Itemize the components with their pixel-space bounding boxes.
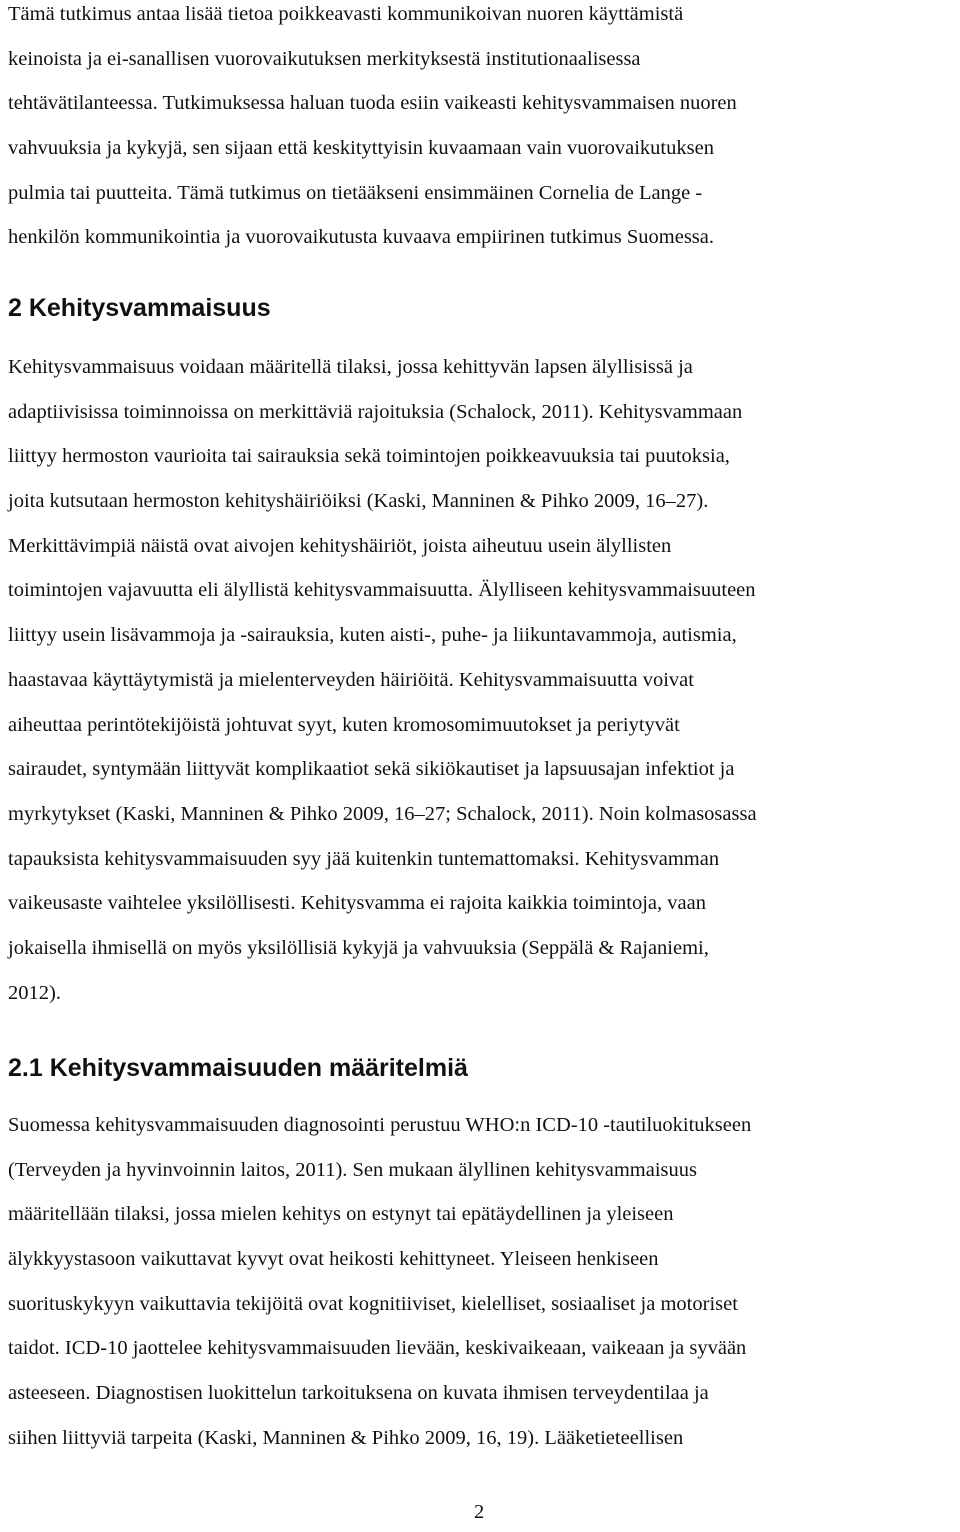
text-line: liittyy hermoston vaurioita tai sairauksia sekä toimintojen poikkeavuuksia tai puutoksia, bbox=[8, 445, 730, 468]
text-line: aiheuttaa perintötekijöistä johtuvat syyt, kuten kromosomimuutokset ja periytyvät bbox=[8, 713, 680, 736]
text-line: siihen liittyviä tarpeita (Kaski, Manninen & Pihko 2009, 16, 19). Lääketieteellisen bbox=[8, 1426, 684, 1449]
subsection-paragraph bbox=[8, 1103, 751, 1461]
text-line: joita kutsutaan hermoston kehityshäiriöiksi (Kaski, Manninen & Pihko 2009, 16–27). bbox=[8, 490, 709, 513]
text-line: toimintojen vajavuutta eli älyllistä kehitysvammaisuutta. Älylliseen kehitysvammaisuuteen bbox=[8, 579, 756, 602]
text-line: henkilön kommunikointia ja vuorovaikutusta kuvaava empiirinen tutkimus Suomessa. bbox=[8, 226, 715, 249]
text-line: myrkytykset (Kaski, Manninen & Pihko 2009, 16–27; Schalock, 2011). Noin kolmasosassa bbox=[8, 802, 757, 825]
text-line: vahvuuksia ja kykyjä, sen sijaan että keskityttyisin kuvaamaan vain vuorovaikutuksen bbox=[8, 137, 714, 160]
text-line: (Terveyden ja hyvinvoinnin laitos, 2011). Sen mukaan älyllinen kehitysvammaisuus bbox=[8, 1158, 697, 1181]
text-line: Kehitysvammaisuus voidaan määritellä tilaksi, jossa kehittyvän lapsen älyllisissä ja bbox=[8, 356, 693, 378]
text-line: vaikeusaste vaihtelee yksilöllisesti. Kehitysvamma ei rajoita kaikkia toimintoja, vaan bbox=[8, 892, 706, 915]
text-line: jokaisella ihmisellä on myös yksilöllisiä kykyjä ja vahvuuksia (Seppälä & Rajaniemi, bbox=[8, 936, 709, 959]
text-line: 2012). bbox=[8, 981, 61, 1004]
text-line: suorituskykyyn vaikuttavia tekijöitä ovat kognitiiviset, kielelliset, sosiaaliset ja motoriset bbox=[8, 1292, 738, 1315]
text-line: tapauksista kehitysvammaisuuden syy jää kuitenkin tuntemattomaksi. Kehitysvamman bbox=[8, 847, 720, 870]
text-line: määritellään tilaksi, jossa mielen kehitys on estynyt tai epätäydellinen ja yleiseen bbox=[8, 1203, 674, 1226]
text-line: liittyy usein lisävammoja ja -sairauksia, kuten aisti-, puhe- ja liikuntavammoja, autismia, bbox=[8, 624, 737, 647]
text-line: haastavaa käyttäytymistä ja mielenterveyden häiriöitä. Kehitysvammaisuutta voivat bbox=[8, 668, 694, 691]
page-number: 2 bbox=[474, 1501, 485, 1523]
subsection-heading: 2.1 Kehitysvammaisuuden määritelmiä bbox=[8, 1054, 468, 1082]
text-line: keinoista ja ei-sanallisen vuorovaikutuksen merkityksestä institutionaalisessa bbox=[8, 47, 641, 70]
section-paragraph bbox=[8, 345, 757, 1015]
text-line: tehtävätilanteessa. Tutkimuksessa haluan tuoda esiin vaikeasti kehitysvammaisen nuoren bbox=[8, 92, 737, 115]
text-line: taidot. ICD-10 jaottelee kehitysvammaisuuden lievään, keskivaikeaan, vaikeaan ja syvään bbox=[8, 1337, 747, 1360]
text-line: Merkittävimpiä näistä ovat aivojen kehityshäiriöt, joista aiheutuu usein älyllisten bbox=[8, 534, 672, 557]
text-line: adaptiivisissa toiminnoissa on merkittäviä rajoituksia (Schalock, 2011). Kehitysvammaan bbox=[8, 400, 743, 423]
text-line: pulmia tai puutteita. Tämä tutkimus on tietääkseni ensimmäinen Cornelia de Lange - bbox=[8, 181, 703, 204]
section-heading: 2 Kehitysvammaisuus bbox=[8, 294, 271, 322]
text-line: älykkyystasoon vaikuttavat kyvyt ovat heikosti kehittyneet. Yleiseen henkiseen bbox=[8, 1248, 659, 1271]
text-line: sairaudet, syntymään liittyvät komplikaatiot sekä sikiökautiset ja lapsuusajan infektiot ja bbox=[8, 758, 735, 781]
intro-paragraph bbox=[8, 0, 737, 260]
text-line: Suomessa kehitysvammaisuuden diagnosointi perustuu WHO:n ICD-10 -tautiluokitukseen bbox=[8, 1114, 752, 1136]
text-line: Tämä tutkimus antaa lisää tietoa poikkeavasti kommunikoivan nuoren käyttämistä bbox=[8, 3, 684, 25]
text-line: asteeseen. Diagnostisen luokittelun tarkoituksena on kuvata ihmisen terveydentilaa ja bbox=[8, 1382, 709, 1405]
